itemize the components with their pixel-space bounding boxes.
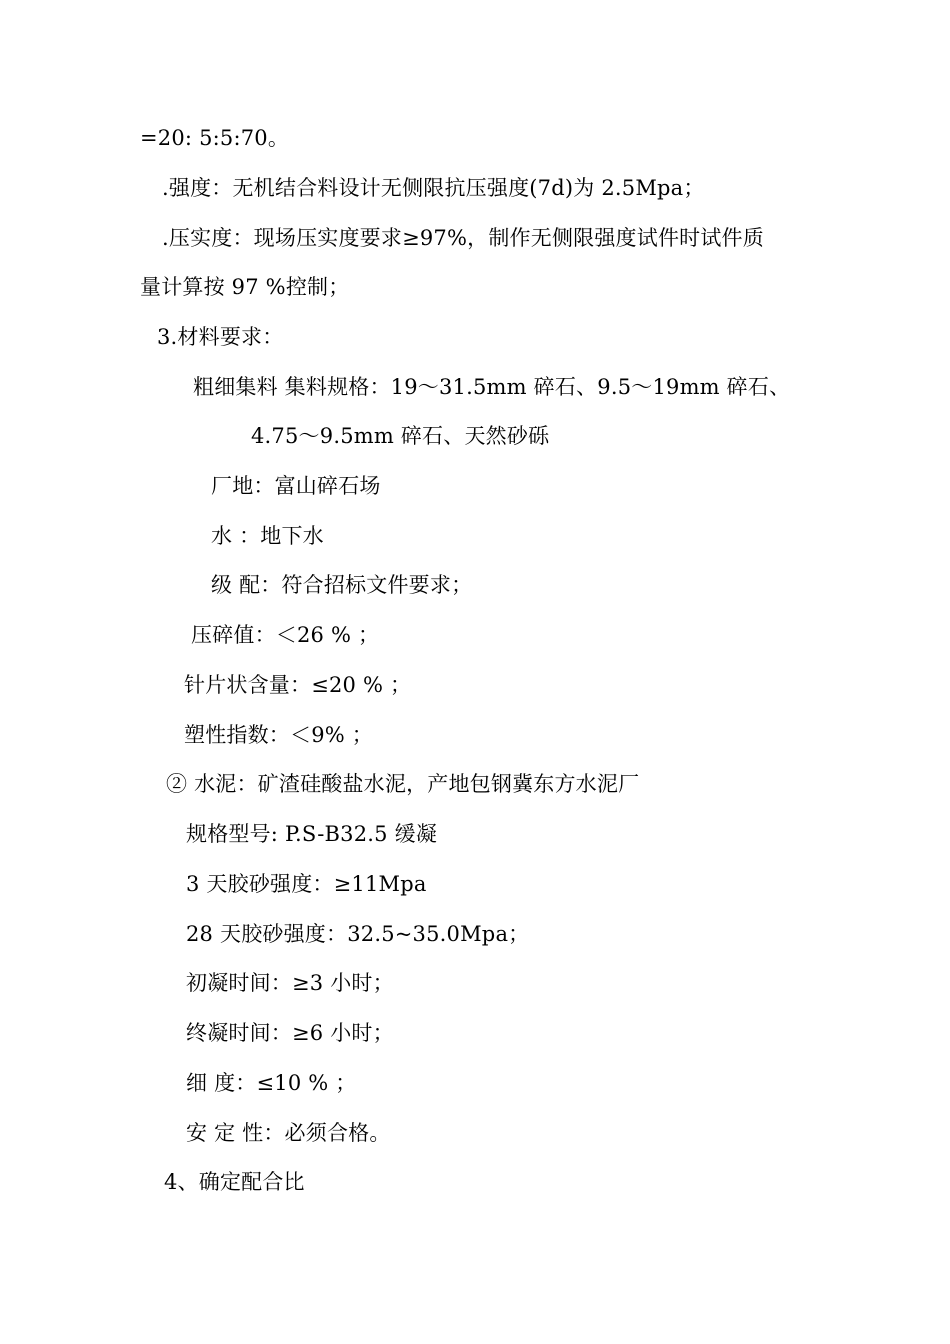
aggregate-spec-line: 粗细集料 集料规格：19～31.5mm 碎石、9.5～19mm 碎石、 [193, 375, 791, 399]
aggregate-spec-line-continued: 4.75～9.5mm 碎石、天然砂砾 [251, 424, 550, 448]
three-day-strength-line: 3 天胶砂强度：≥11Mpa [186, 872, 427, 896]
strength-line: .强度：无机结合料设计无侧限抗压强度(7d)为 2.5Mpa； [162, 176, 705, 200]
flaky-content-line: 针片状含量：≤20 % ； [184, 673, 412, 697]
section-heading-materials: 3.材料要求： [157, 325, 284, 349]
compaction-line-continued: 量计算按 97 %控制； [140, 275, 350, 299]
soundness-line: 安 定 性：必须合格。 [186, 1121, 391, 1145]
fineness-line: 细 度：≤10 % ； [186, 1071, 357, 1095]
twenty-eight-day-strength-line: 28 天胶砂强度：32.5~35.0Mpa； [186, 922, 530, 946]
quarry-line: 厂地：富山碎石场 [211, 474, 381, 498]
section-heading-mix-design: 4、确定配合比 [164, 1170, 305, 1194]
water-line: 水 ：地下水 [211, 524, 324, 548]
final-setting-time-line: 终凝时间：≥6 小时； [186, 1021, 394, 1045]
plasticity-index-line: 塑性指数：＜9% ； [184, 723, 373, 747]
cement-line: ② 水泥：矿渣硅酸盐水泥，产地包钢冀东方水泥厂 [166, 772, 640, 796]
compaction-line: .压实度：现场压实度要求≥97%，制作无侧限强度试件时试件质 [162, 226, 764, 250]
crushing-value-line: 压碎值：＜26 % ； [191, 623, 380, 647]
initial-setting-time-line: 初凝时间：≥3 小时； [186, 971, 394, 995]
mix-ratio-line: =20: 5:5:70。 [140, 126, 290, 150]
cement-spec-line: 规格型号: P.S-B32.5 缓凝 [186, 822, 438, 846]
gradation-line: 级 配：符合招标文件要求； [211, 573, 473, 597]
